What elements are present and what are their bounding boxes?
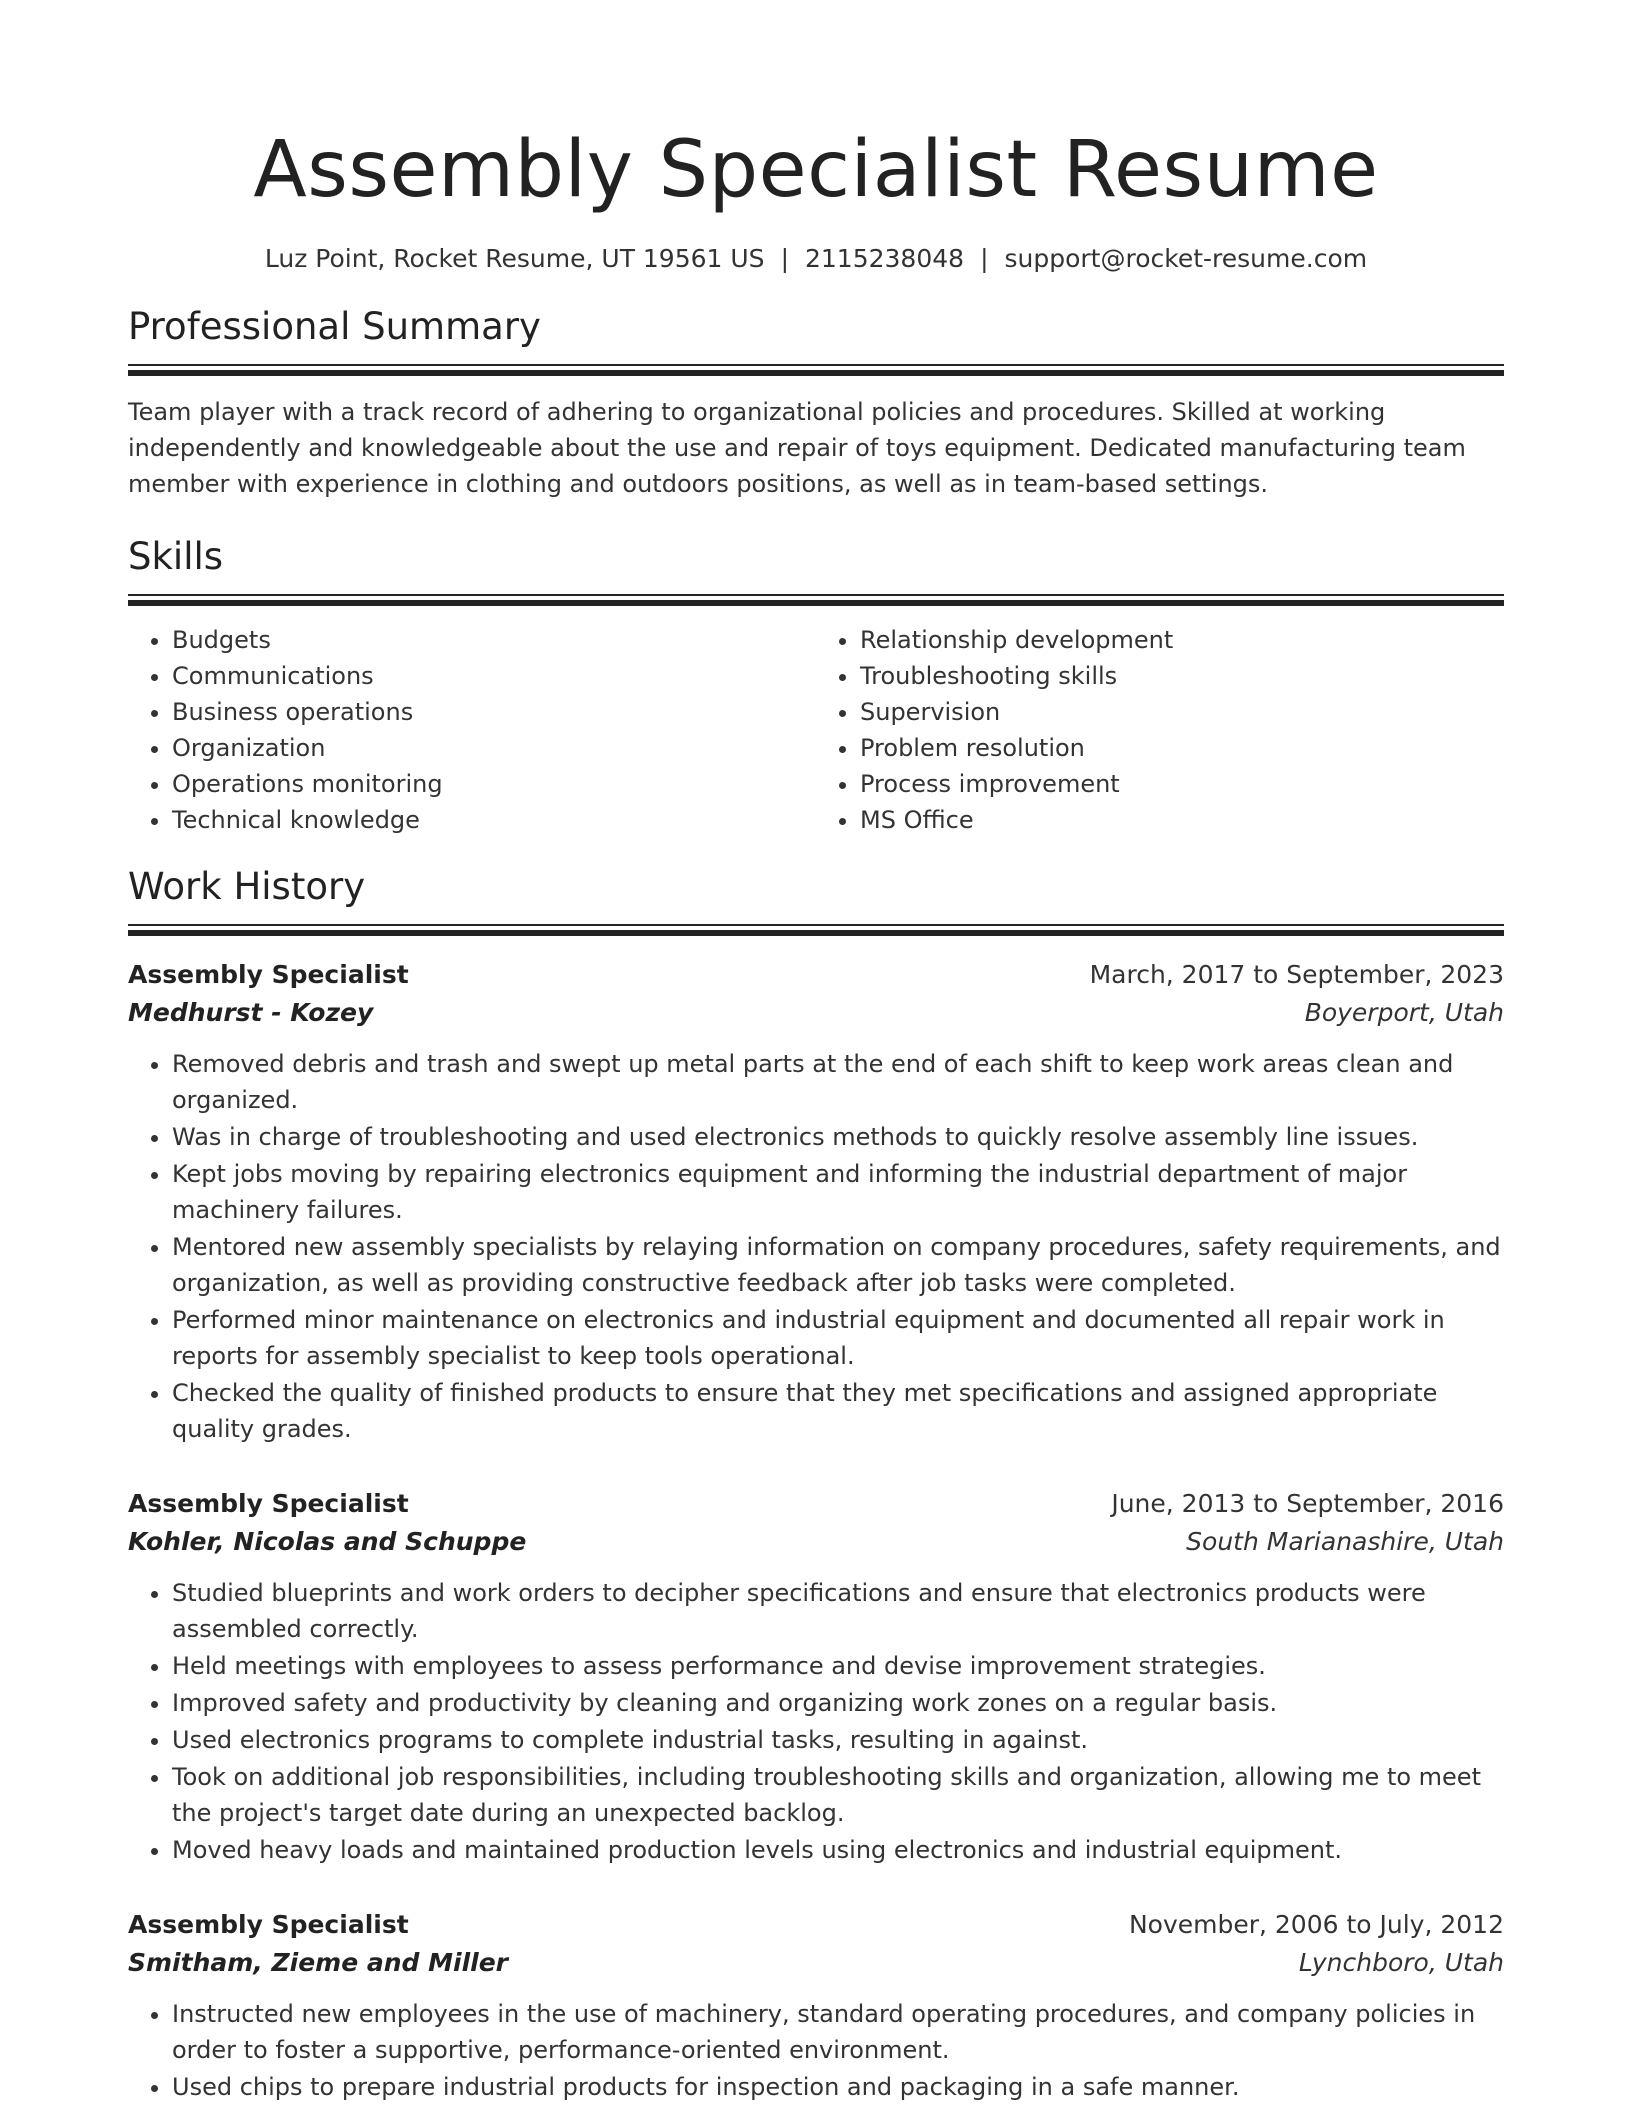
job-title: Assembly Specialist (128, 960, 409, 989)
job-dates: June, 2013 to September, 2016 (1111, 1489, 1504, 1518)
professional-summary-section (128, 302, 1504, 502)
skill-item: • Technical knowledge (172, 802, 816, 838)
skill-item: • Troubleshooting skills (860, 658, 1504, 694)
job-duties-list (128, 1046, 1504, 1447)
skill-item: • Supervision (860, 694, 1504, 730)
job-duty-item: • Moved heavy loads and maintained production levels using electronics and industrial equipment. (172, 1832, 1504, 1868)
section-divider (128, 924, 1504, 936)
job-duty-item: • Instructed new employees in the use of machinery, standard operating procedures, and company policies in order to foster a supportive, performance-oriented environment. (172, 1996, 1504, 2068)
job-duty-item: • Performed minor maintenance on electronics and industrial equipment and documented all repair work in reports for assembly specialist to keep tools operational. (172, 1302, 1504, 1374)
skills-grid (128, 622, 1504, 838)
job-duty-item: • Improved safety and productivity by cleaning and organizing work zones on a regular basis. (172, 1685, 1504, 1721)
job-duty-item: • Kept jobs moving by repairing electronics equipment and informing the industrial department of major machinery failures. (172, 1156, 1504, 1228)
job-entry (128, 1906, 1504, 2105)
job-company: Medhurst - Kozey (128, 998, 374, 1027)
job-location: Boyerport, Utah (1304, 998, 1504, 1027)
skill-item: • MS Office (860, 802, 1504, 838)
job-title: Assembly Specialist (128, 1910, 409, 1939)
job-duties-list (128, 1575, 1504, 1868)
skill-item: • Budgets (172, 622, 816, 658)
job-company: Smitham, Zieme and Miller (128, 1948, 508, 1977)
job-dates: March, 2017 to September, 2023 (1089, 960, 1504, 989)
job-location: Lynchboro, Utah (1298, 1948, 1504, 1977)
skill-item: • Organization (172, 730, 816, 766)
contact-line (128, 242, 1504, 276)
job-list (128, 956, 1504, 2105)
contact-separator: | (780, 244, 789, 273)
job-company-row (128, 1523, 1504, 1561)
skill-item: • Communications (172, 658, 816, 694)
job-header-row (128, 1485, 1504, 1523)
section-divider (128, 364, 1504, 376)
section-heading-summary: Professional Summary (128, 305, 541, 348)
contact-address: Luz Point, Rocket Resume, UT 19561 US (264, 244, 765, 273)
job-duties-list (128, 1996, 1504, 2105)
skills-column-right (816, 622, 1504, 838)
job-duty-item: • Removed debris and trash and swept up metal parts at the end of each shift to keep work areas clean and organized. (172, 1046, 1504, 1118)
job-company-row (128, 1944, 1504, 1982)
job-duty-item: • Studied blueprints and work orders to decipher specifications and ensure that electronics products were assembled correctly. (172, 1575, 1504, 1647)
contact-separator: | (980, 244, 989, 273)
section-heading-work: Work History (128, 865, 366, 908)
contact-email: support@rocket-resume.com (1004, 244, 1368, 273)
skill-item: • Operations monitoring (172, 766, 816, 802)
job-dates: November, 2006 to July, 2012 (1128, 1910, 1504, 1939)
job-header-row (128, 1906, 1504, 1944)
job-company: Kohler, Nicolas and Schuppe (128, 1527, 527, 1556)
job-title: Assembly Specialist (128, 1489, 409, 1518)
skills-section (128, 532, 1504, 838)
job-entry (128, 1485, 1504, 1868)
section-heading-skills: Skills (128, 535, 224, 578)
job-company-row (128, 994, 1504, 1032)
section-divider (128, 594, 1504, 606)
resume-title: Assembly Specialist Resume (253, 125, 1379, 215)
job-duty-item: • Used chips to prepare industrial products for inspection and packaging in a safe manner. (172, 2069, 1504, 2105)
job-header-row (128, 956, 1504, 994)
skill-item: • Business operations (172, 694, 816, 730)
skill-item: • Process improvement (860, 766, 1504, 802)
job-duty-item: • Took on additional job responsibilities, including troubleshooting skills and organization, allowing me to meet the project's target date during an unexpected backlog. (172, 1759, 1504, 1831)
job-duty-item: • Checked the quality of finished products to ensure that they met specifications and assigned appropriate quality grades. (172, 1375, 1504, 1447)
job-entry (128, 956, 1504, 1447)
job-duty-item: • Was in charge of troubleshooting and used electronics methods to quickly resolve assembly line issues. (172, 1119, 1504, 1155)
job-duty-item: • Held meetings with employees to assess performance and devise improvement strategies. (172, 1648, 1504, 1684)
skill-item: • Problem resolution (860, 730, 1504, 766)
skills-column-left (128, 622, 816, 838)
summary-text: Team player with a track record of adhering to organizational policies and procedures. Skilled at working independently and knowledgeable about the use and repair of toys equipment. Dedicated manufacturing team member with experience in clothing and outdoors positions, as well as in team-based settings. (128, 398, 1466, 498)
job-location: South Marianashire, Utah (1186, 1527, 1504, 1556)
work-history-section (128, 862, 1504, 2105)
job-duty-item: • Used electronics programs to complete industrial tasks, resulting in against. (172, 1722, 1504, 1758)
contact-phone: 2115238048 (805, 244, 965, 273)
skill-item: • Relationship development (860, 622, 1504, 658)
job-duty-item: • Mentored new assembly specialists by relaying information on company procedures, safety requirements, and organization, as well as providing constructive feedback after job tasks were completed. (172, 1229, 1504, 1301)
